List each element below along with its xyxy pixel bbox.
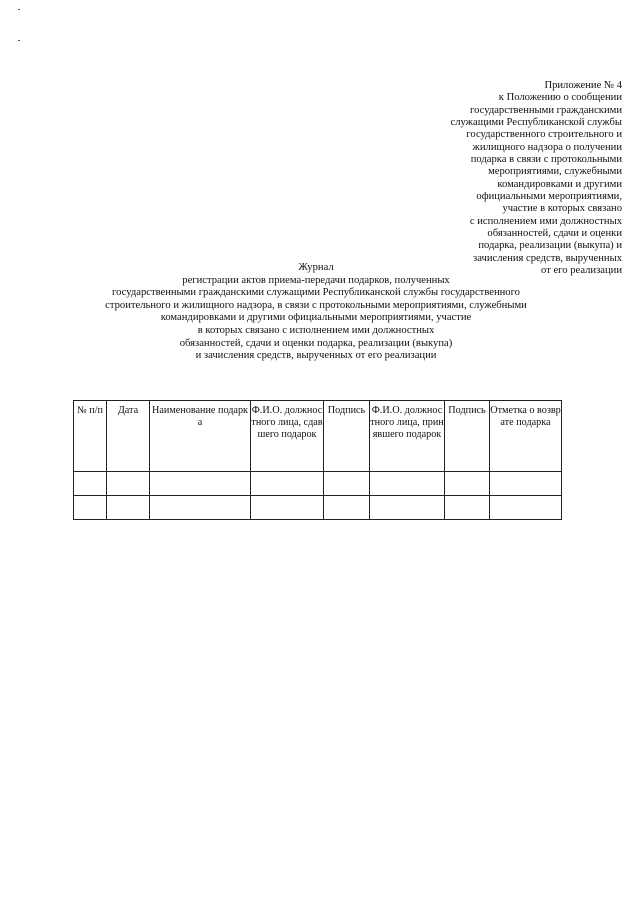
table-cell xyxy=(324,472,370,496)
annex-line: государственными гражданскими xyxy=(470,104,622,116)
annex-line: участие в которых связано xyxy=(502,203,622,215)
table-cell xyxy=(324,496,370,520)
annex-line: служащими Республиканской службы xyxy=(450,117,622,129)
table-cell xyxy=(370,472,445,496)
journal-subtitle-line: и зачисления средств, вырученных от его реализации xyxy=(195,350,437,362)
table-cell xyxy=(74,496,107,520)
table-cell xyxy=(74,472,107,496)
journal-heading: Журнал xyxy=(298,262,334,273)
annex-line: мероприятиями, служебными xyxy=(488,166,622,178)
table-cell xyxy=(150,496,251,520)
column-header-receiver-signature: Подпись xyxy=(445,401,490,472)
table-row xyxy=(74,496,562,520)
annex-line: официальными мероприятиями, xyxy=(476,191,622,203)
annex-line: зачисления средств, вырученных xyxy=(473,252,622,264)
annex-line: к Положению о сообщении xyxy=(498,92,622,104)
annex-line: государственного строительного и xyxy=(466,129,622,141)
table-cell xyxy=(251,472,324,496)
table-cell xyxy=(490,496,562,520)
column-header-giver-name: Ф.И.О. должностного лица, сдавшего подарок xyxy=(251,401,324,472)
table-cell xyxy=(107,472,150,496)
annex-line: с исполнением ими должностных xyxy=(469,215,622,227)
annex-line: Приложение № 4 xyxy=(544,80,622,91)
journal-subtitle-line: регистрации актов приема-передачи подарков, полученных xyxy=(182,274,450,286)
table-cell xyxy=(150,472,251,496)
table-cell xyxy=(445,472,490,496)
table-cell xyxy=(490,472,562,496)
column-header-return-mark: Отметка о возврате подарка xyxy=(490,401,562,472)
journal-subtitle-line: обязанностей, сдачи и оценки подарка, реализации (выкупа) xyxy=(179,337,453,349)
scan-speck xyxy=(18,9,20,10)
scan-speck xyxy=(18,40,20,41)
table-cell xyxy=(251,496,324,520)
journal-subtitle-line: в которых связано с исполнением ими должностных xyxy=(197,324,435,336)
column-header-number: № п/п xyxy=(74,401,107,472)
annex-line: от его реализации xyxy=(541,265,622,277)
annex-line: подарка в связи с протокольными xyxy=(470,154,622,166)
table-cell xyxy=(445,496,490,520)
annex-line: жилищного надзора о получении xyxy=(472,141,622,153)
table-row xyxy=(74,472,562,496)
journal-subtitle-line: командировками и другими официальными мероприятиями, участие xyxy=(160,312,472,324)
journal-subtitle-line: государственными гражданскими служащими Республиканской службы государственного xyxy=(112,287,520,299)
column-header-giver-signature: Подпись xyxy=(324,401,370,472)
table-cell xyxy=(370,496,445,520)
annex-line: подарка, реализации (выкупа) и xyxy=(478,240,622,252)
annex-line: командировками и другими xyxy=(497,178,622,190)
journal-subtitle-line: строительного и жилищного надзора, в связи с протокольными мероприятиями, служебными xyxy=(105,299,527,311)
journal-table xyxy=(73,400,562,520)
column-header-gift-name: Наименование подарка xyxy=(150,401,251,472)
column-header-receiver-name: Ф.И.О. должностного лица, принявшего подарок xyxy=(370,401,445,472)
annex-header xyxy=(392,80,622,278)
column-header-date: Дата xyxy=(107,401,150,472)
annex-line: обязанностей, сдачи и оценки xyxy=(487,228,622,240)
journal-title-block xyxy=(66,262,566,363)
table-cell xyxy=(107,496,150,520)
table-header-row xyxy=(74,401,562,472)
